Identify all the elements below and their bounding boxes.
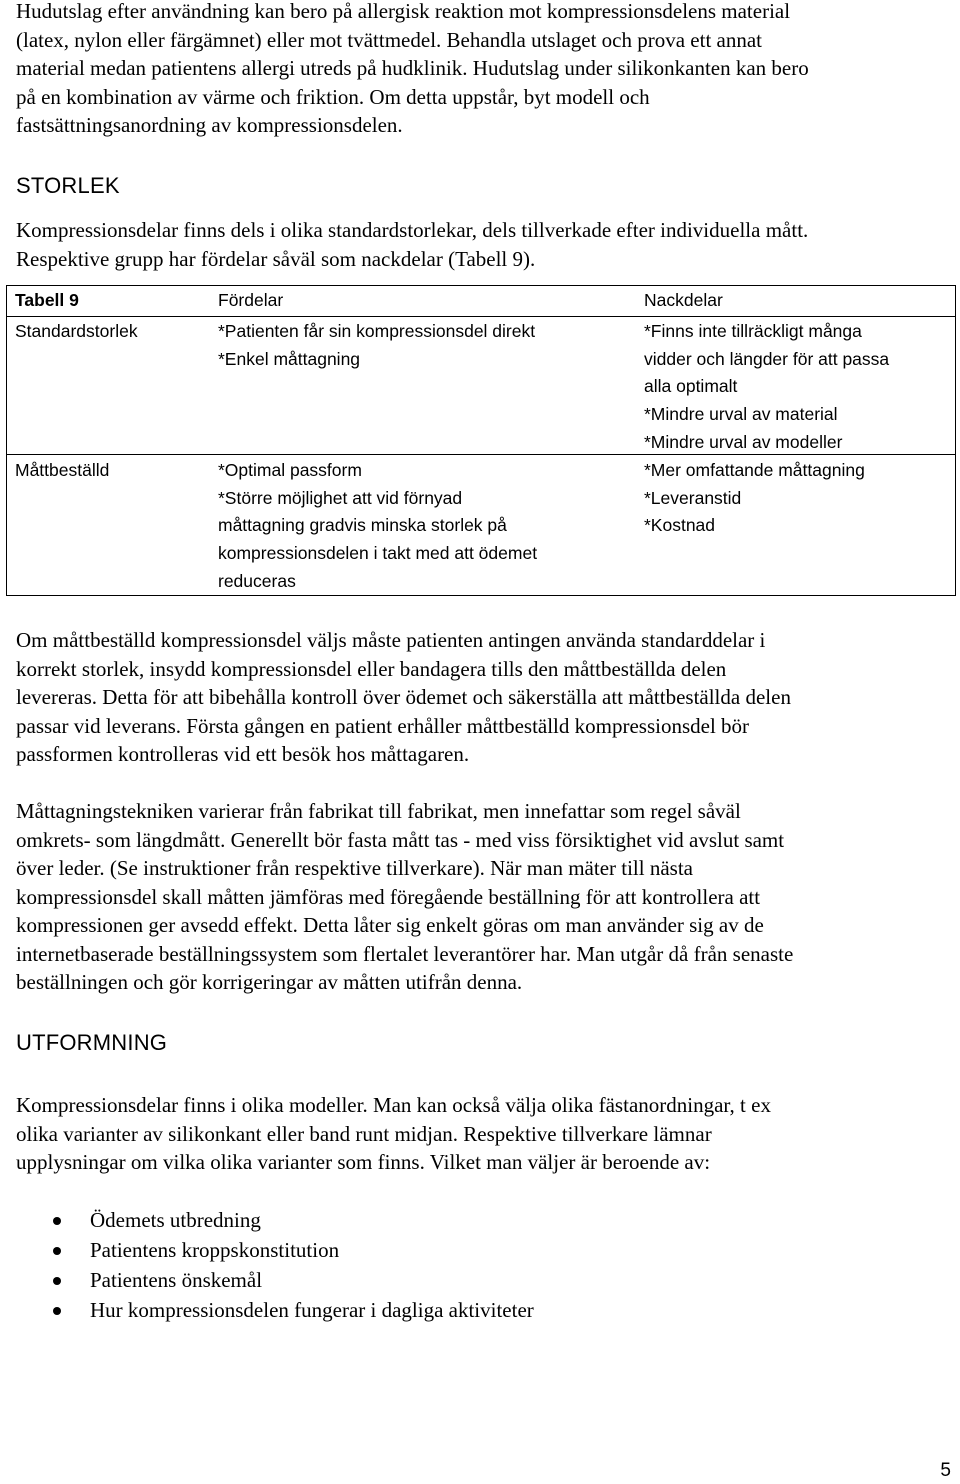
mattagning-paragraph [16, 797, 951, 997]
text-line: material medan patientens allergi utreds på hudklinik. Hudutslag under silikonkanten kan bero [16, 56, 809, 80]
text-line: passformen kontrolleras vid ett besök hos måttagaren. [16, 742, 470, 766]
text-line: Respektive grupp har fördelar såväl som nackdelar (Tabell 9). [16, 246, 536, 271]
table-caption: Tabell 9 [15, 290, 79, 310]
cell-line: reduceras [218, 570, 296, 591]
text-line: Kompressionsdelar finns i olika modeller. Man kan också välja olika fästanordningar, t ex [16, 1093, 771, 1117]
text-line: internetbaserade beställningssystem som flertalet leverantörer har. Man utgår då från senaste [16, 941, 794, 966]
text-line: Måttagningstekniken varierar från fabrikat till fabrikat, men innefattar som regel såväl [16, 799, 741, 823]
page-number: 5 [940, 1460, 951, 1481]
row-label: Måttbeställd [15, 460, 110, 480]
bullet-icon [53, 1277, 61, 1285]
text-line: Hudutslag efter användning kan bero på allergisk reaktion mot kompressionsdelens material [16, 0, 791, 23]
cell-line: alla optimalt [644, 376, 738, 397]
cell-line: *Mindre urval av modeller [644, 431, 843, 452]
cell-line: *Enkel måttagning [218, 348, 361, 369]
mattbestalld-paragraph [16, 626, 951, 769]
cell-line: vidder och längder för att passa [644, 348, 890, 369]
list-item [0, 1236, 960, 1266]
cell-line: kompressionsdelen i takt med att ödemet [218, 543, 538, 564]
text-line: upplysningar om vilka olika varianter som finns. Vilket man väljer är beroende av: [16, 1150, 711, 1174]
text-line: på en kombination av värme och friktion. Om detta uppstår, byt modell och [16, 84, 650, 109]
cell-line: *Patienten får sin kompressionsdel direkt [218, 321, 536, 341]
table-divider [7, 454, 955, 455]
text-line: korrekt storlek, insydd kompressionsdel eller bandagera tills den måttbeställda delen [16, 656, 727, 681]
text-line: omkrets- som längdmått. Generellt bör fasta mått tas - med viss försiktighet vid avslut samt [16, 827, 785, 852]
text-line: fastsättningsanordning av kompressionsdelen. [16, 113, 403, 137]
list-item-text: Patientens kroppskonstitution [90, 1238, 340, 1262]
text-line: levereras. Detta för att bibehålla kontroll över ödemet och säkerställa att måttbeställda delen [16, 685, 791, 709]
text-line: Om måttbeställd kompressionsdel väljs måste patienten antingen använda standarddelar i [16, 628, 766, 652]
list-item-text: Hur kompressionsdelen fungerar i dagliga aktiviteter [90, 1298, 534, 1322]
cell-line: *Mer omfattande måttagning [644, 460, 865, 480]
list-item-text: Ödemets utbredning [90, 1208, 261, 1232]
cell-line: *Kostnad [644, 515, 716, 536]
intro-paragraph [16, 0, 951, 140]
text-line: över leder. (Se instruktioner från respektive tillverkare). När man mäter till nästa [16, 856, 693, 880]
table-9 [6, 285, 956, 596]
fordelar-cell [218, 318, 628, 373]
bullet-icon [53, 1307, 61, 1315]
nackdelar-cell [644, 457, 954, 540]
table-divider [7, 316, 955, 317]
cell-line: *Mindre urval av material [644, 404, 838, 425]
cell-line: måttagning gradvis minska storlek på [218, 515, 507, 536]
cell-line: *Leveranstid [644, 487, 742, 508]
text-line: (latex, nylon eller färgämnet) eller mot tvättmedel. Behandla utslaget och prova ett annat [16, 27, 763, 52]
text-line: kompressionen ger avsedd effekt. Detta låter sig enkelt göras om man använder sig av de [16, 913, 764, 937]
cell-line: *Finns inte tillräckligt många [644, 321, 862, 341]
list-item [0, 1206, 960, 1236]
utformning-paragraph [16, 1091, 951, 1177]
fordelar-cell [218, 457, 628, 596]
nackdelar-cell [644, 318, 954, 457]
list-item-text: Patientens önskemål [90, 1268, 263, 1292]
text-line: beställningen och gör korrigeringar av måtten utifrån denna. [16, 970, 523, 994]
cell-line: *Större möjlighet att vid förnyad [218, 487, 463, 508]
row-label: Standardstorlek [15, 321, 138, 341]
text-line: Kompressionsdelar finns dels i olika standardstorlekar, dels tillverkade efter individuella mått. [16, 218, 809, 242]
storlek-paragraph [16, 216, 951, 273]
list-item [0, 1296, 960, 1326]
text-line: passar vid leverans. Första gången en patient erhåller måttbeställd kompressionsdel bör [16, 713, 750, 738]
list-item [0, 1266, 960, 1296]
bullet-list [0, 1206, 960, 1326]
bullet-icon [53, 1217, 61, 1225]
text-line: kompressionsdel skall måtten jämföras med föregående beställning för att kontrollera att [16, 884, 761, 909]
bullet-icon [53, 1247, 61, 1255]
section-heading-storlek: STORLEK [16, 173, 120, 198]
section-heading-utformning: UTFORMNING [16, 1030, 168, 1055]
column-header-nackdelar: Nackdelar [644, 290, 723, 310]
cell-line: *Optimal passform [218, 460, 362, 480]
column-header-fordelar: Fördelar [218, 290, 284, 310]
text-line: olika varianter av silikonkant eller band runt midjan. Respektive tillverkare lämnar [16, 1121, 712, 1146]
table-header-row [7, 286, 955, 317]
